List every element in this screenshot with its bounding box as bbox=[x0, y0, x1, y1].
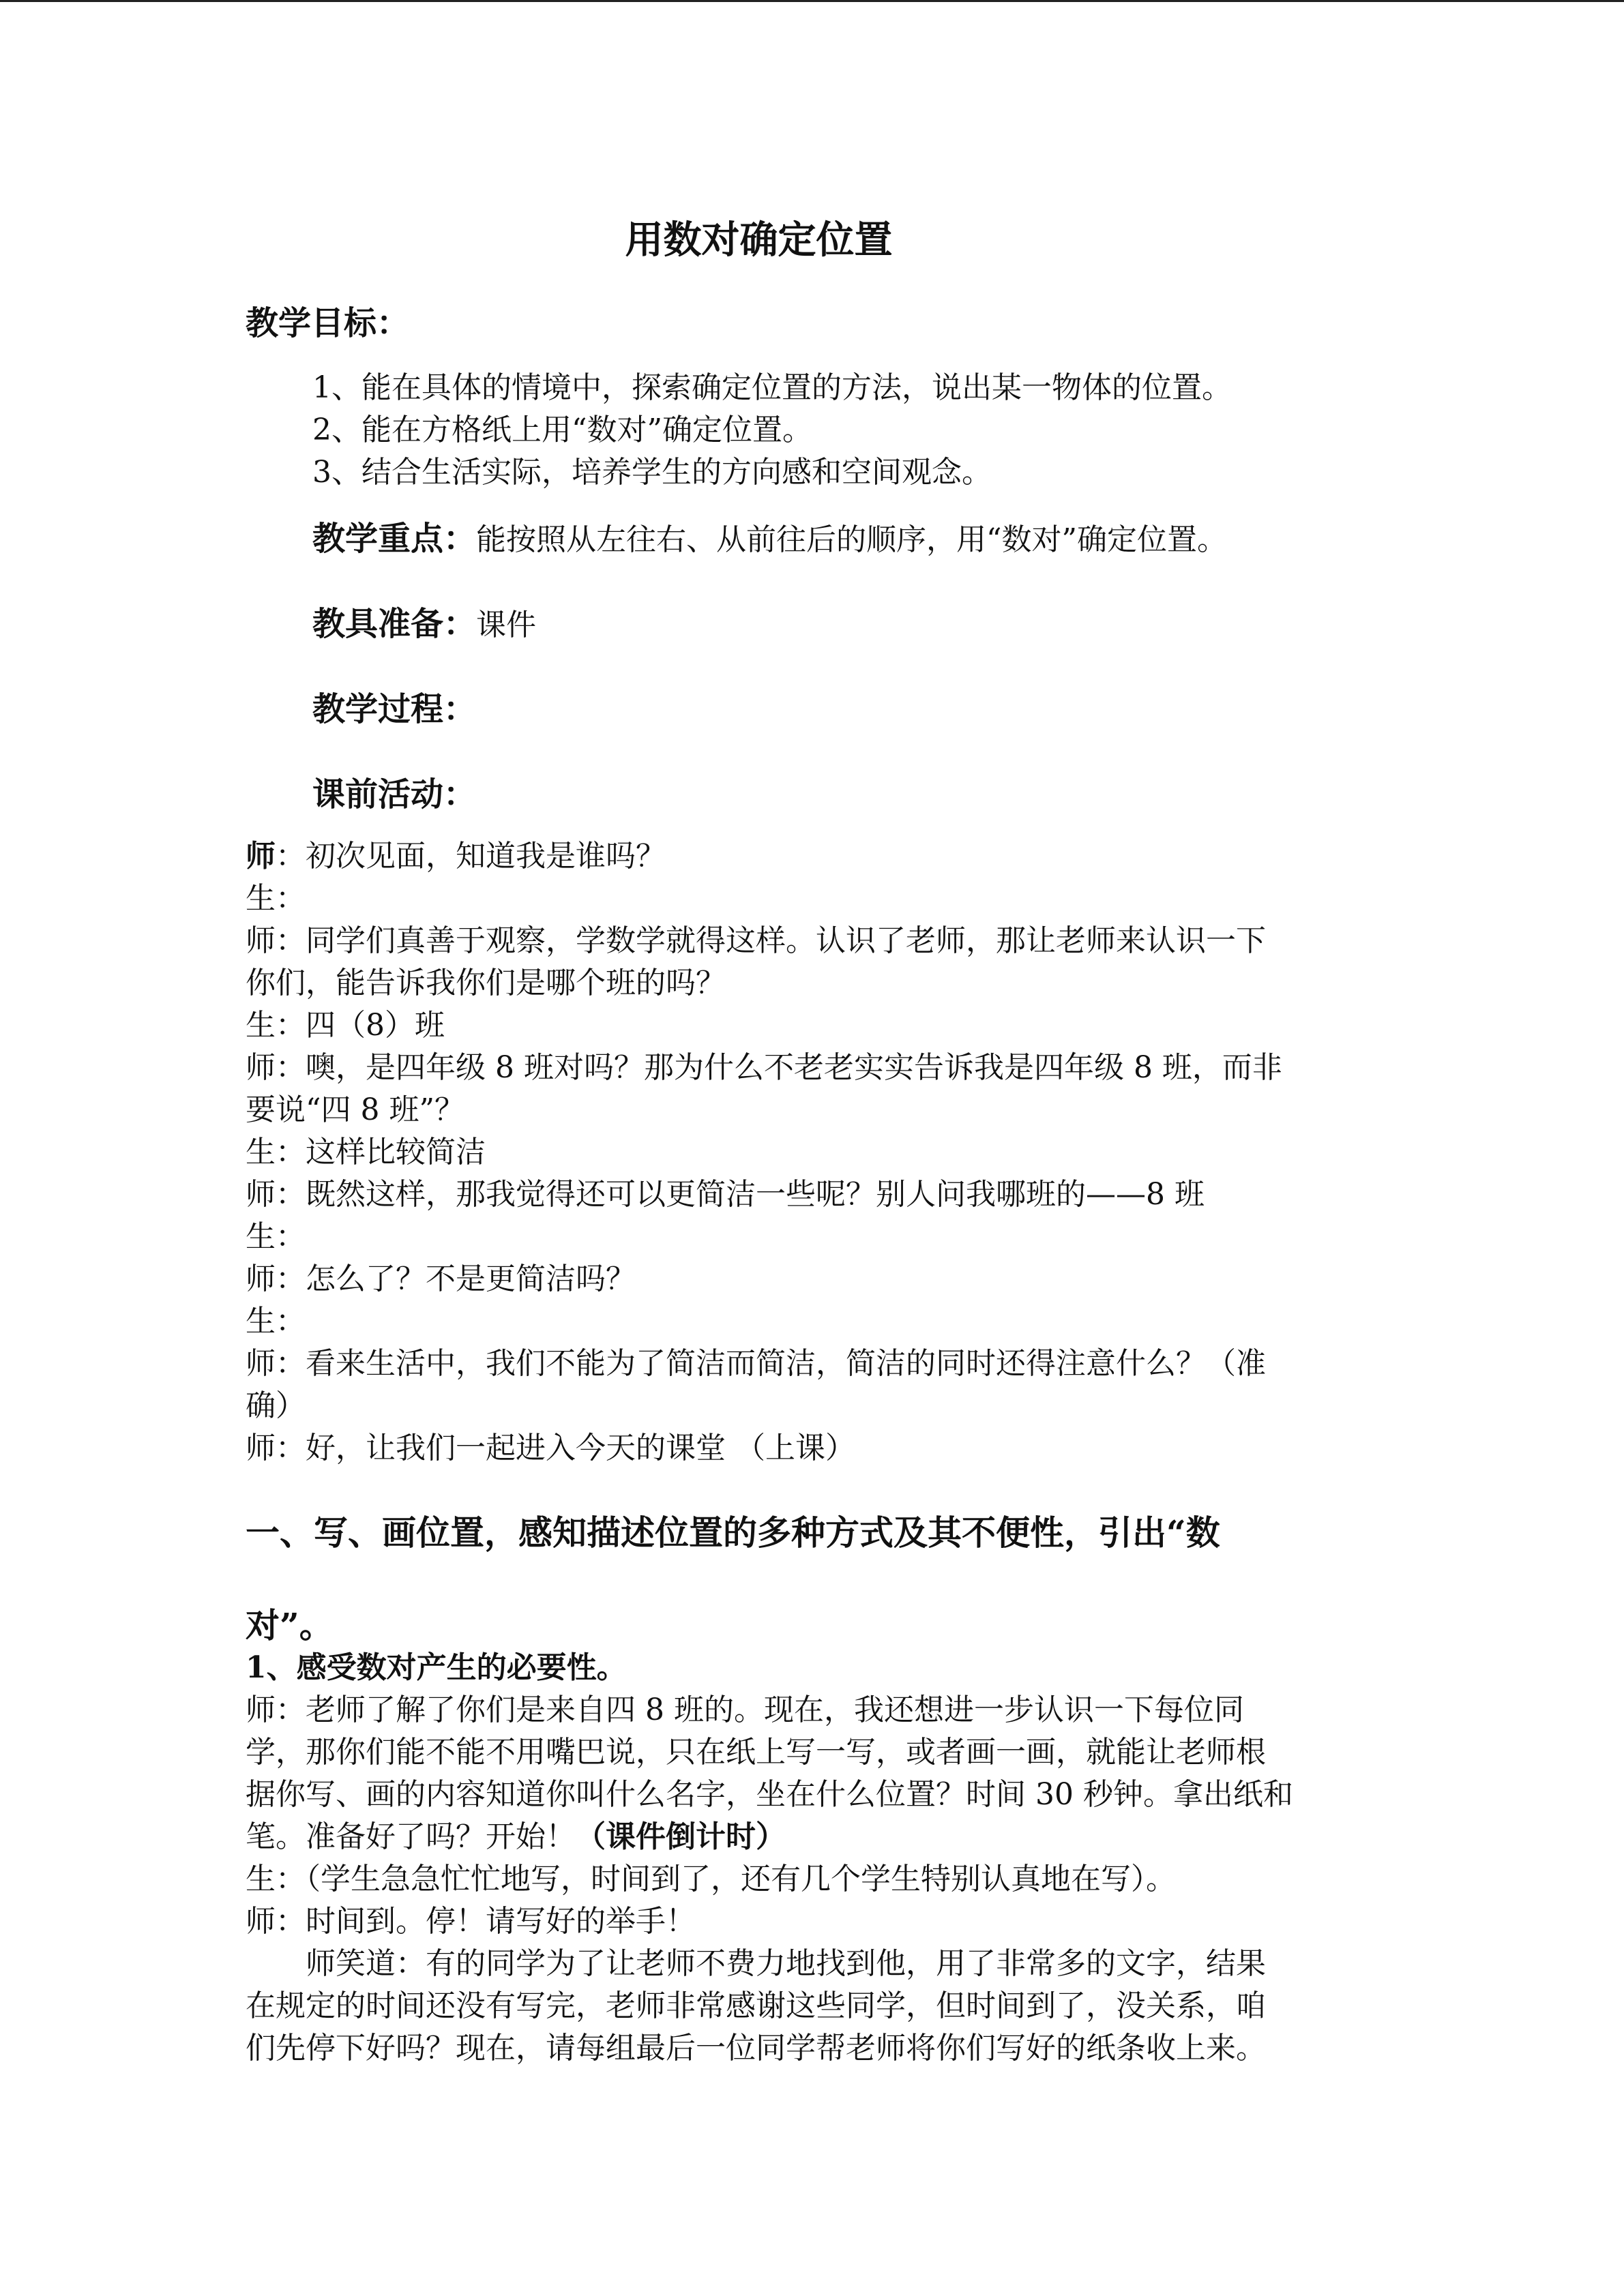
objectives-list bbox=[312, 367, 1232, 494]
line-text: 笔。准备好了吗？开始！ bbox=[246, 1819, 576, 1854]
key-point-text: 能按照从左往右、从前往后的顺序，用“数对”确定位置。 bbox=[476, 522, 1228, 557]
key-point bbox=[312, 511, 1227, 567]
dialogue-line bbox=[246, 1343, 1378, 1385]
speaker: 生 bbox=[246, 1135, 276, 1169]
line-text: 生：（学生急急忙忙地写，时间到了，还有几个学生特别认真地在写）。 bbox=[246, 1862, 1176, 1896]
objective-item: 3、结合生活实际，培养学生的方向感和空间观念。 bbox=[312, 455, 992, 490]
utterance: ： bbox=[276, 1219, 306, 1254]
speaker: 生 bbox=[246, 1304, 276, 1339]
subsection-heading: 1、感受数对产生的必要性。 bbox=[246, 1650, 627, 1685]
utterance: ：这样比较简洁 bbox=[276, 1135, 486, 1169]
utterance: ：既然这样，那我觉得还可以更简洁一些呢？别人问我哪班的——8 班 bbox=[276, 1177, 1205, 1212]
dialogue-line bbox=[246, 920, 1378, 962]
utterance: ：看来生活中，我们不能为了简洁而简洁，简洁的同时还得注意什么？（准 bbox=[276, 1346, 1266, 1381]
speaker: 师 bbox=[246, 1262, 276, 1296]
utterance: ： bbox=[276, 881, 306, 916]
utterance: 要说“四 8 班”？ bbox=[246, 1092, 464, 1127]
speaker: 师 bbox=[246, 923, 276, 958]
bold-note: （课件倒计时） bbox=[576, 1819, 786, 1854]
section-heading-line: 对”。 bbox=[246, 1605, 334, 1645]
dialogue-line bbox=[246, 962, 1378, 1004]
speaker: 师 bbox=[246, 1346, 276, 1381]
dialogue-line bbox=[246, 1004, 1378, 1047]
utterance: 你们，能告诉我你们是哪个班的吗？ bbox=[246, 966, 726, 1000]
dialogue-line bbox=[246, 1258, 1378, 1300]
speaker: 生 bbox=[246, 1008, 276, 1043]
utterance: ：四（8）班 bbox=[276, 1008, 445, 1043]
line-text: 师：时间到。停！请写好的举手！ bbox=[246, 1904, 696, 1939]
speaker: 生 bbox=[246, 881, 276, 916]
dialogue-line bbox=[246, 835, 1378, 878]
dialogue-line bbox=[246, 1300, 1378, 1343]
body-line bbox=[246, 1689, 1293, 1731]
line-text: 据你写、画的内容知道你叫什么名字，坐在什么位置？时间 30 秒钟。拿出纸和 bbox=[246, 1777, 1293, 1812]
body-line: 在规定的时间还没有写完，老师非常感谢这些同学，但时间到了，没关系，咱 bbox=[246, 1988, 1266, 2023]
utterance: ：噢，是四年级 8 班对吗？那为什么不老老实实告诉我是四年级 8 班，而非 bbox=[276, 1050, 1282, 1085]
speaker: 生 bbox=[246, 1219, 276, 1254]
page-title: 用数对确定位置 bbox=[625, 218, 893, 263]
dialogue-line bbox=[246, 1131, 1378, 1174]
section-body bbox=[246, 1647, 1293, 2070]
body-line bbox=[246, 1774, 1293, 1816]
section-heading bbox=[246, 1487, 1220, 1672]
line-text: 学，那你们能不能不用嘴巴说，只在纸上写一写，或者画一画，就能让老师根 bbox=[246, 1735, 1266, 1770]
body-line bbox=[246, 1816, 1293, 1858]
body-line bbox=[246, 1900, 1293, 1943]
dialogue-line bbox=[246, 1216, 1378, 1258]
teaching-tools bbox=[312, 597, 536, 653]
body-line: 们先停下好吗？现在，请每组最后一位同学帮老师将你们写好的纸条收上来。 bbox=[246, 2031, 1266, 2066]
utterance: 确） bbox=[246, 1388, 306, 1423]
body-line bbox=[246, 1731, 1293, 1774]
section-heading-line: 一、写、画位置，感知描述位置的多种方式及其不便性，引出“数 bbox=[246, 1512, 1220, 1553]
utterance: ：初次见面，知道我是谁吗？ bbox=[276, 839, 666, 874]
body-line bbox=[246, 1858, 1293, 1900]
utterance: ：同学们真善于观察，学数学就得这样。认识了老师，那让老师来认识一下 bbox=[276, 923, 1266, 958]
line-text: 师：老师了解了你们是来自四 8 班的。现在，我还想进一步认识一下每位同 bbox=[246, 1693, 1244, 1727]
speaker: 师 bbox=[246, 1177, 276, 1212]
process-heading-text: 教学过程： bbox=[312, 690, 477, 728]
process-heading bbox=[312, 682, 476, 738]
utterance: ： bbox=[276, 1304, 306, 1339]
tools-label: 教具准备： bbox=[312, 605, 477, 643]
body-line: 师笑道：有的同学为了让老师不费力地找到他，用了非常多的文字，结果 bbox=[306, 1946, 1266, 1981]
speaker: 师 bbox=[246, 1050, 276, 1085]
dialogue-line bbox=[246, 878, 1378, 920]
dialogue-line bbox=[246, 1089, 1378, 1131]
pre-activity-heading bbox=[312, 767, 476, 823]
speaker: 师 bbox=[246, 1431, 276, 1465]
key-point-label: 教学重点： bbox=[312, 520, 477, 558]
utterance: ：怎么了？不是更简洁吗？ bbox=[276, 1262, 636, 1296]
dialogue-line bbox=[246, 1174, 1378, 1216]
pre-activity-heading-text: 课前活动： bbox=[312, 775, 477, 814]
dialogue-line bbox=[246, 1047, 1378, 1089]
dialogue-line bbox=[246, 1427, 1378, 1470]
speaker: 师 bbox=[246, 839, 276, 874]
objective-item: 1、能在具体的情境中，探索确定位置的方法，说出某一物体的位置。 bbox=[312, 370, 1232, 405]
utterance: ：好，让我们一起进入今天的课堂 （上课） bbox=[276, 1431, 855, 1465]
dialogue-line bbox=[246, 1385, 1378, 1427]
objectives-heading: 教学目标： bbox=[246, 304, 410, 342]
tools-text: 课件 bbox=[476, 608, 537, 642]
objective-item: 2、能在方格纸上用“数对”确定位置。 bbox=[312, 413, 812, 447]
dialogue bbox=[246, 835, 1378, 1470]
